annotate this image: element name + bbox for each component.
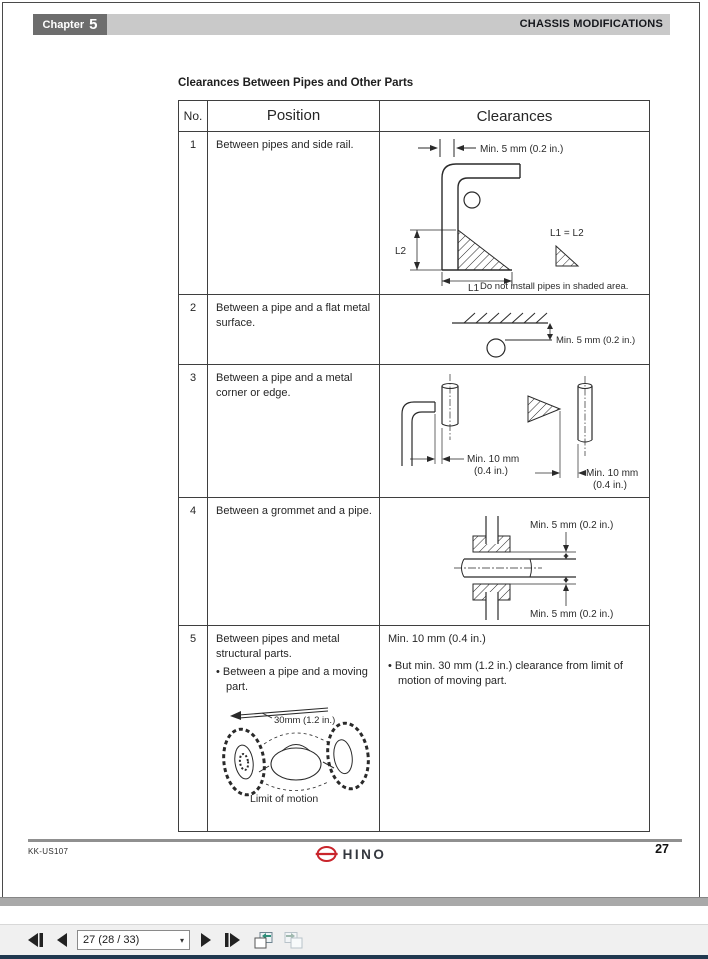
col-header-position: Position — [208, 101, 380, 131]
first-page-button[interactable] — [27, 933, 44, 947]
row-position-bullet: • Between a pipe and a moving part. — [216, 665, 368, 693]
row-no: 5 — [179, 626, 208, 831]
chevron-down-icon: ▾ — [179, 935, 184, 945]
previous-page-button[interactable] — [57, 933, 68, 947]
col-header-clearances: Clearances — [476, 107, 553, 125]
svg-text:Min. 5 mm (0.2 in.): Min. 5 mm (0.2 in.) — [530, 520, 614, 531]
svg-text:Do not install pipes in shaded: Do not install pipes in shaded area. — [480, 281, 629, 292]
row-clearance-cell — [380, 132, 649, 294]
clearance-bullet-text: • But min. 30 mm (1.2 in.) clearance from limit of motion of moving part. — [388, 660, 623, 687]
hino-mark-icon — [316, 846, 339, 862]
row-position: Between pipes and side rail. — [208, 132, 380, 294]
next-page-button[interactable] — [201, 933, 212, 947]
row-no: 3 — [179, 365, 208, 497]
section-title: Clearances Between Pipes and Other Parts — [178, 77, 414, 89]
next-page-icon — [201, 933, 212, 947]
axle-limit-of-motion-diagram — [212, 700, 380, 806]
row-clearance-cell — [380, 626, 649, 831]
last-page-button[interactable] — [224, 933, 241, 947]
next-view-icon — [283, 931, 303, 949]
row-position: Between a pipe and a metal corner or edge. — [208, 365, 380, 497]
table-row — [179, 131, 649, 294]
svg-text:30mm (1.2 in.): 30mm (1.2 in.) — [274, 715, 336, 727]
flat-surface-clearance-diagram — [380, 296, 650, 362]
col-header-no: No. — [179, 101, 208, 131]
row-no: 2 — [179, 295, 208, 364]
row-position: Between a pipe and a flat metal surface. — [208, 295, 380, 364]
table-header-row — [179, 101, 649, 131]
page-header-title: CHASSIS MODIFICATIONS — [107, 14, 670, 35]
svg-text:L1 = L2: L1 = L2 — [550, 228, 584, 239]
svg-text:(0.4 in.): (0.4 in.) — [474, 466, 508, 477]
page-select[interactable] — [77, 930, 190, 950]
svg-text:Min. 5 mm (0.2 in.): Min. 5 mm (0.2 in.) — [480, 144, 564, 155]
row-no: 1 — [179, 132, 208, 294]
grommet-clearance-diagram — [380, 498, 650, 624]
svg-text:Limit of motion: Limit of motion — [250, 793, 319, 806]
previous-page-icon — [57, 933, 68, 947]
chapter-number: 5 — [89, 16, 98, 33]
row-position: Between pipes and metal structural parts. — [216, 633, 340, 660]
table-row — [179, 625, 649, 831]
row-clearance-cell — [380, 498, 649, 625]
row-no: 4 — [179, 498, 208, 625]
first-page-icon — [27, 933, 44, 947]
table-row — [179, 497, 649, 625]
svg-text:L1: L1 — [468, 283, 480, 292]
last-page-icon — [224, 933, 241, 947]
footer-rule — [28, 839, 682, 842]
table-row — [179, 294, 649, 364]
svg-text:Min. 10 mm: Min. 10 mm — [586, 468, 639, 479]
clearances-table — [178, 100, 650, 832]
table-row — [179, 364, 649, 497]
chapter-label: Chapter — [42, 18, 85, 31]
corner-edge-clearance-diagram — [380, 366, 650, 496]
side-rail-clearance-diagram — [380, 134, 650, 292]
svg-text:Min. 5 mm (0.2 in.): Min. 5 mm (0.2 in.) — [556, 335, 636, 346]
row-position-cell — [208, 626, 380, 831]
svg-text:L2: L2 — [395, 246, 407, 257]
svg-text:(0.4 in.): (0.4 in.) — [593, 480, 627, 491]
next-view-button[interactable] — [283, 931, 303, 949]
brand-name: HINO — [342, 846, 387, 862]
row-position: Between a grommet and a pipe. — [208, 498, 380, 625]
horizontal-scrollbar[interactable] — [0, 897, 708, 906]
clearance-text: Min. 10 mm (0.4 in.) — [388, 633, 486, 645]
document-page — [2, 2, 700, 897]
document-code: KK-US107 — [28, 847, 69, 856]
window-edge — [0, 955, 708, 959]
previous-view-icon — [254, 931, 274, 949]
row-clearance-cell — [380, 365, 649, 497]
svg-text:Min. 5 mm (0.2 in.): Min. 5 mm (0.2 in.) — [530, 609, 614, 620]
page-number: 27 — [655, 842, 669, 856]
previous-view-button[interactable] — [254, 931, 274, 949]
brand-logo — [316, 846, 387, 862]
chapter-badge — [33, 14, 107, 35]
page-select-value: 27 (28 / 33) — [83, 934, 140, 946]
navigation-toolbar — [0, 924, 708, 955]
svg-text:Min. 10 mm: Min. 10 mm — [467, 454, 520, 465]
row-clearance-cell — [380, 295, 649, 364]
